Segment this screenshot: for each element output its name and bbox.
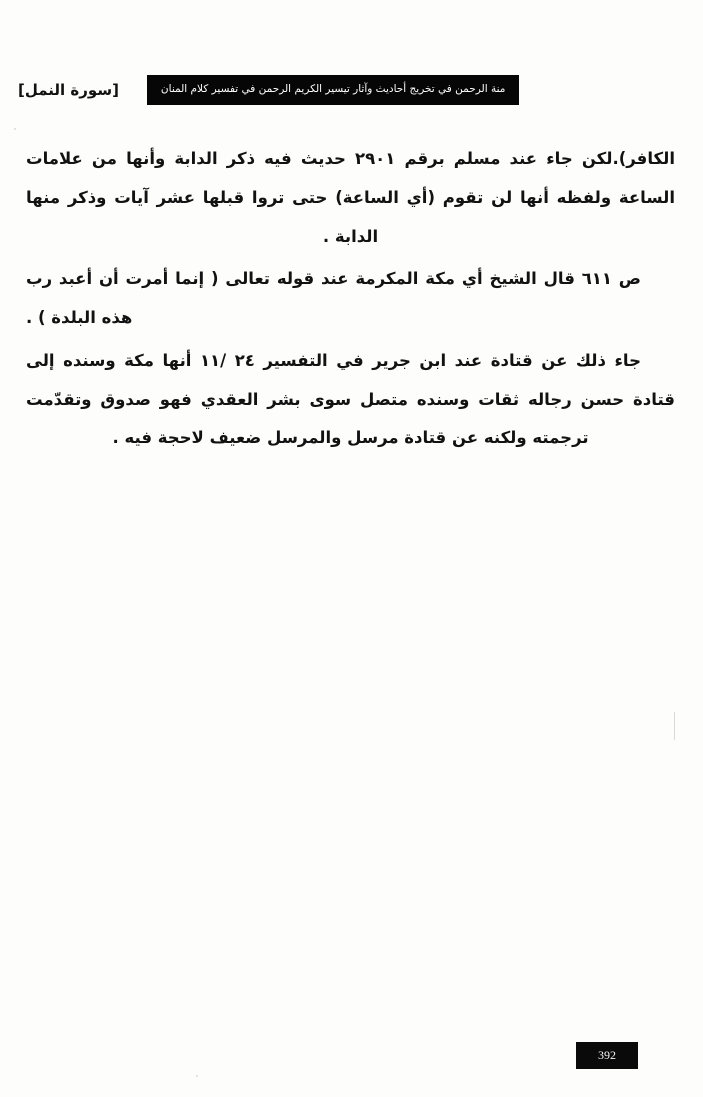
page-body [26, 140, 675, 462]
scan-speck [196, 1075, 198, 1077]
page-number: 392 [576, 1042, 638, 1069]
book-title-banner: منة الرحمن في تخريج أحاديث وآثار تيسير الكريم الرحمن في تفسير كلام المنان [147, 75, 519, 106]
scan-speck [674, 712, 675, 740]
paragraph: الكافر).لكن جاء عند مسلم برقم ٢٩٠١ حديث فيه ذكر الدابة وأنها من علامات الساعة ولفظه أنها لن تقوم (أي الساعة) حتى تروا قبلها عشر آيات وذكر منها الدابة . [26, 149, 675, 246]
scan-speck [14, 128, 16, 130]
chapter-title: [سورة النمل] [18, 81, 119, 99]
paragraph: ص ٦١١ قال الشيخ أي مكة المكرمة عند قوله تعالى ( إنما أمرت أن أعبد رب هذه البلدة ) . [26, 269, 641, 328]
page-header [0, 70, 703, 110]
page-footer [0, 1037, 703, 1077]
paragraph: جاء ذلك عن قتادة عند ابن جرير في التفسير ٢٤ /١١ أنها مكة وسنده إلى قتادة حسن رجاله ثقات وسنده متصل سوى بشر العقدي فهو صدوق وتقدّمت ترجمته ولكنه عن قتادة مرسل والمرسل ضعيف لاحجة فيه . [26, 350, 675, 448]
